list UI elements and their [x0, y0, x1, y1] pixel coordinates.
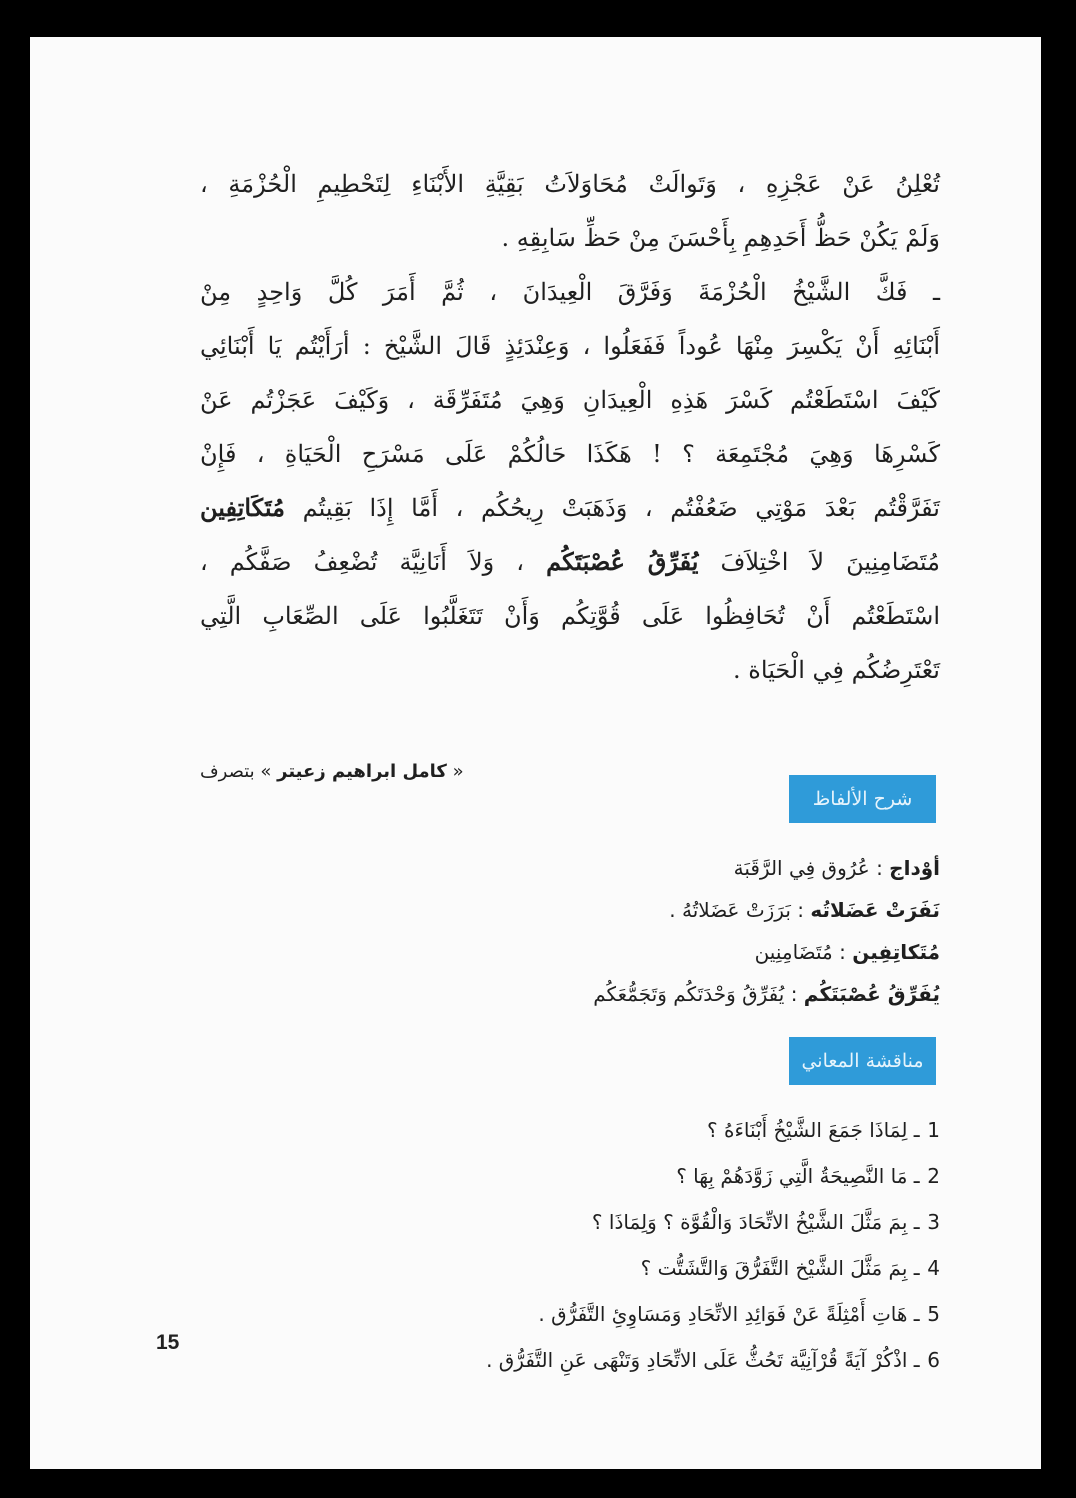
vocabulary-list: [200, 847, 940, 1015]
question-dash: ـ: [913, 1302, 920, 1326]
story-line: أَبْنَائِهِ أَنْ يَكْسِرَ مِنْهَا عُوداً فَفَعَلُوا ، وَعِنْدَئِذٍ قَالَ الشَّيْخ : أرَأَيْتُم يَا أَبْنَائِي: [200, 332, 940, 360]
question-dash: ـ: [913, 1348, 920, 1372]
story-text: [200, 157, 940, 697]
question-text: لِمَاذَا جَمَعَ الشَّيْخُ أَبْنَاءَهُ ؟: [707, 1118, 908, 1142]
question-dash: ـ: [913, 1118, 920, 1142]
vocab-meaning: عُرُوق فِي الرَّقَبَة: [733, 856, 870, 880]
source-note: بتصرف: [200, 761, 255, 782]
story-line: تَعْتَرِضُكُم فِي الْحَيَاة .: [733, 656, 940, 684]
vocab-term: مُتَكاتِفِين: [852, 940, 940, 964]
question-item: [200, 1337, 940, 1383]
vocab-meaning: مُتَضَامِنِين: [754, 940, 833, 964]
bold-term: يُفَرِّقُ عُصْبَتَكُم: [546, 547, 699, 576]
story-line: اسْتَطَعْتُم أَنْ تُحَافِظُوا عَلَى قُوَّتِكُم وَأَنْ تَتَغَلَّبُوا عَلَى الصِّعَابِ الَّتِي: [200, 602, 940, 630]
list-item: [200, 931, 940, 973]
question-item: [200, 1107, 940, 1153]
question-number: 2: [927, 1164, 940, 1188]
question-text: بِمَ مَثَّلَ الشَّيْخُ الاتِّحَادَ وَالْقُوَّة ؟ وَلِمَاذَا ؟: [591, 1210, 908, 1234]
story-line-text: ، وَلاَ أَنَانِيَّة تُضْعِفُ صَفَّكُم ،: [200, 548, 525, 576]
question-dash: ـ: [913, 1256, 920, 1280]
question-number: 3: [927, 1210, 940, 1234]
bold-term: مُتَكَاتِفِين: [200, 493, 285, 522]
quote-mark: »: [260, 761, 272, 782]
vocab-meaning: بَرَزَتْ عَضَلاتُهُ .: [669, 898, 791, 922]
author-name: كامل ابراهيم زعيتر: [277, 761, 447, 782]
vocab-separator: :: [876, 856, 883, 880]
story-line: [200, 481, 940, 535]
story-line: كَسْرِهَا وَهِيَ مُجْتَمِعَة ؟ ! هَكَذَا حَالُكُمْ عَلَى مَسْرَحِ الْحَيَاةِ ، فَإِنْ: [200, 440, 940, 468]
vocab-meaning: يُفَرِّقُ وَحْدَتَكُم وَتَجَمُّعَكُم: [593, 982, 785, 1006]
book-page: [30, 37, 1041, 1469]
discussion-heading: مناقشة المعاني: [789, 1037, 936, 1085]
question-number: 4: [927, 1256, 940, 1280]
story-line: وَلَمْ يَكُنْ حَظُّ أَحَدِهِمِ بِأَحْسَنَ مِنْ حَظِّ سَابِقِهِ .: [501, 224, 940, 252]
question-dash: ـ: [913, 1164, 920, 1188]
list-item: [200, 889, 940, 931]
story-line: [200, 535, 940, 589]
question-text: هَاتِ أَمْثِلَةً عَنْ فَوَائِدِ الاتِّحَادِ وَمَسَاوِئِ التَّفَرُّق .: [538, 1302, 908, 1326]
vocab-term: يُفَرِّقُ عُصْبَتَكُم: [803, 982, 940, 1006]
quote-mark: «: [452, 761, 464, 782]
story-line: ـ فَكَّ الشَّيْخُ الْحُزْمَةَ وَفَرَّقَ الْعِيدَانَ ، ثُمَّ أَمَرَ كُلَّ وَاحِدٍ مِنْ: [200, 278, 940, 306]
question-number: 1: [927, 1118, 940, 1142]
vocab-separator: :: [790, 982, 798, 1006]
discussion-questions: [200, 1107, 940, 1383]
question-item: [200, 1291, 940, 1337]
vocab-separator: :: [839, 940, 846, 964]
question-number: 5: [927, 1302, 940, 1326]
story-line: تُعْلِنُ عَنْ عَجْزِهِ ، وَتَوالَتْ مُحَاوَلاَتُ بَقِيَّةِ الأَبْنَاءِ لِتَحْطِيمِ الْحُزْمَةِ ،: [200, 170, 940, 198]
question-text: اذْكُرْ آيَةً قُرْآنِيَّة تَحُثُّ عَلَى الاتِّحَادِ وَتَنْهَى عَنِ التَّفَرُّق .: [486, 1348, 908, 1372]
story-line-text: مُتَضَامِنِينَ لاَ اخْتِلاَفَ: [720, 548, 940, 576]
question-number: 6: [927, 1348, 940, 1372]
story-line-text: تَفَرَّقْتُم بَعْدَ مَوْتِي ضَعُفْتُم ، وَذَهَبَتْ رِيحُكُم ، أَمَّا إِذَا بَقِيتُم: [302, 494, 940, 522]
list-item: [200, 973, 940, 1015]
question-item: [200, 1153, 940, 1199]
story-line: كَيْفَ اسْتَطَعْتُم كَسْرَ هَذِهِ الْعِيدَانِ وَهِيَ مُتَفَرِّقَة ، وَكَيْفَ عَجَزْتُم عَنْ: [200, 386, 940, 414]
question-item: [200, 1245, 940, 1291]
list-item: [200, 847, 940, 889]
question-item: [200, 1199, 940, 1245]
vocab-separator: :: [797, 898, 805, 922]
vocab-term: أوْداج: [889, 856, 940, 880]
question-text: مَا النَّصِيحَةُ الَّتِي زَوَّدَهُمْ بِهَا ؟: [676, 1164, 908, 1188]
page-number: 15: [156, 1331, 180, 1354]
vocab-term: نَفَرَتْ عَضَلاتُه: [810, 898, 940, 922]
page-content: [200, 157, 940, 1372]
question-dash: ـ: [913, 1210, 920, 1234]
question-text: بِمَ مَثَّلَ الشَّيْخ التَّفَرُّقَ وَالتَّشَتُّت ؟: [640, 1256, 908, 1280]
vocabulary-heading: شرح الألفاظ: [789, 775, 936, 823]
